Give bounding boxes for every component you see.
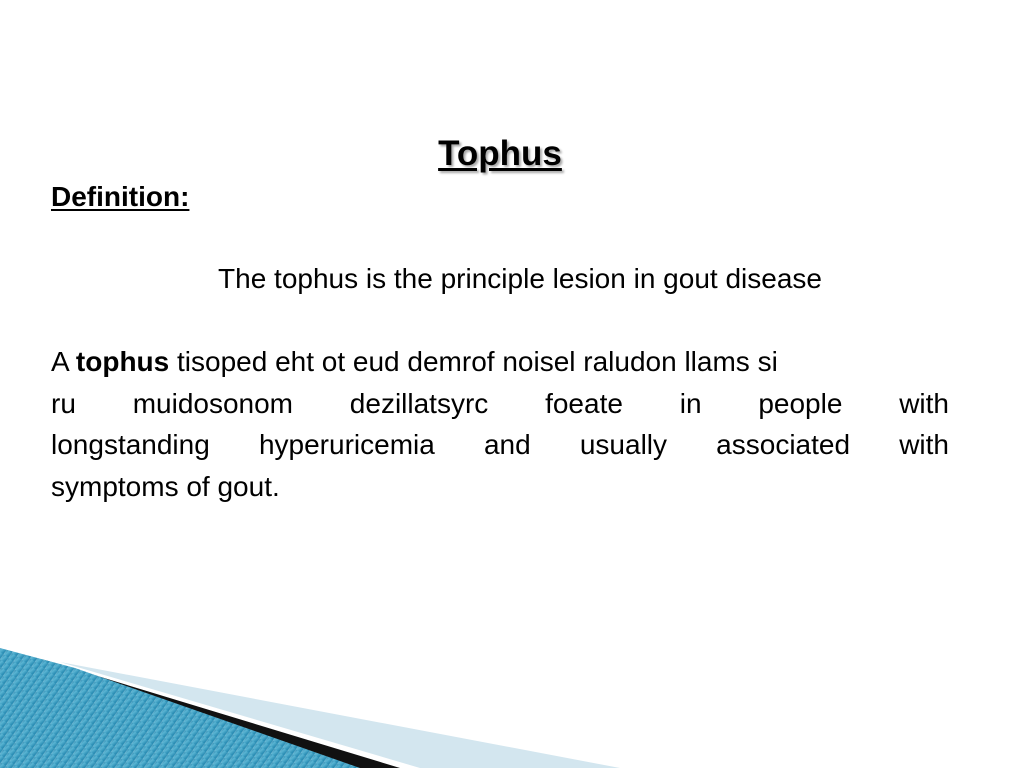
definition-sentence: The tophus is the principle lesion in gout disease bbox=[218, 263, 822, 294]
paragraph-line-3: longstanding hyperuricemia and usually associated with bbox=[51, 429, 949, 460]
paragraph-line-2: ru muidosonom dezillatsyrc foeate in people with bbox=[51, 387, 949, 419]
definition-heading: Definition: bbox=[51, 181, 190, 212]
description-paragraph bbox=[51, 341, 949, 507]
paragraph-line-4: symptoms of gout. bbox=[51, 470, 280, 502]
teal-wedge bbox=[0, 648, 360, 768]
paragraph-line-1 bbox=[51, 341, 949, 383]
paragraph-line-1-rest: tisoped eht ot eud demrof noisel raludon llams si bbox=[169, 346, 778, 377]
light-blue-ribbon bbox=[60, 662, 620, 768]
tophus-bold-term: tophus bbox=[75, 346, 170, 377]
slide-title: Tophus bbox=[438, 134, 562, 173]
black-ribbon bbox=[0, 652, 400, 768]
paragraph-line-1-prefix: A bbox=[51, 346, 76, 377]
